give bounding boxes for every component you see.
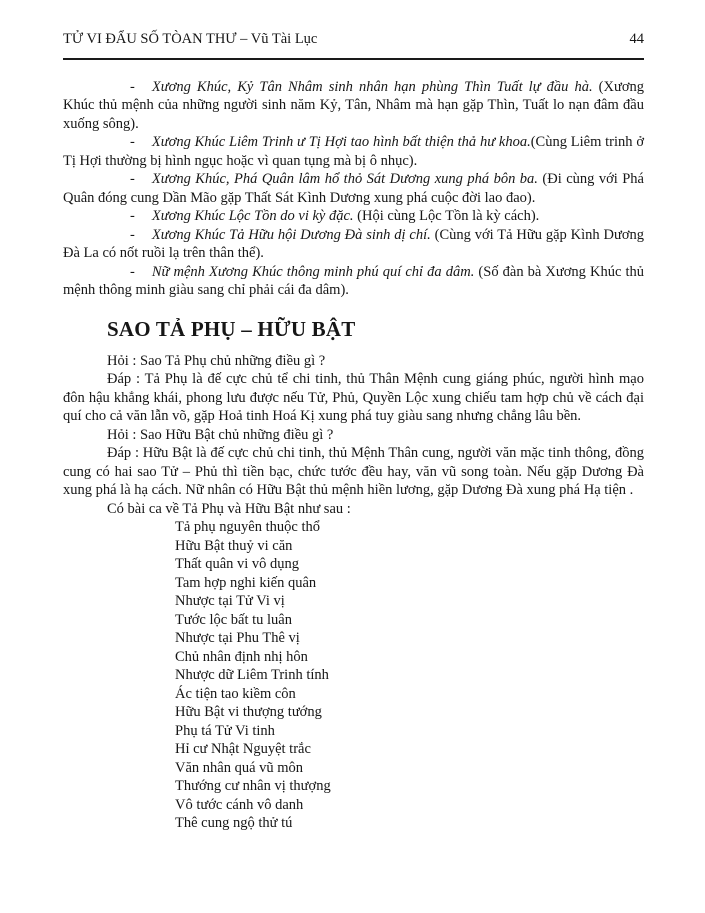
verse-line: Hữu Bật vi thượng tướng [175,704,322,720]
bullet-lead: Xương Khúc Lộc Tồn do vi kỳ đặc. [151,208,354,224]
bullet-item [63,170,644,207]
page-header [63,30,644,49]
bullet-lead: Xương Khúc Tả Hữu hội Dương Đà sinh dị chí. [151,226,431,243]
bullet-dash: - [130,263,135,280]
bullet-dash: - [130,134,135,150]
bullet-lead: Xương Khúc, Phá Quân lâm hổ thỏ Sát Dương xung phá bôn ba. [151,171,538,187]
page-body [63,78,644,833]
bullet-lead: Xương Khúc Liêm Trinh ư Tị Hợi tao hình bất thiện thả hư khoa. [151,134,531,150]
question-line: Hỏi : Sao Hữu Bật chủ những điều gì ? [107,426,334,443]
bullet-rest: (Cùng Liêm trinh ở Tị Hợi thường bị hình ngục hoặc vì quan tụng mà bị ô nhục). [63,134,644,169]
book-title: TỬ VI ĐẨU SỐ TÒAN THƯ – Vũ Tài Lục [63,31,318,47]
verse-line: Vô tước cánh vô danh [175,796,304,813]
header-rule [63,58,644,60]
bullet-rest: (Xương Khúc thủ mệnh của những người sinh năm Kỷ, Tân, Nhâm mà hạn gặp Thìn, Tuất lo nạn đâm đầu xuống sông). [63,78,645,132]
section-heading: SAO TẢ PHỤ – HỮU BẬT [107,316,356,341]
verse-line: Nhược dữ Liêm Trinh tính [175,667,329,683]
verse-block [175,518,644,833]
verse-line: Nhược tại Phu Thê vị [175,630,300,646]
answer-paragraph: Đáp : Hữu Bật là đế cực chủ chi tinh, thủ Mệnh Thân cung, người văn mặc tinh thông, đồng cung có hai sao Tử – Phủ thì tiền bạc, chức tước đều hay, văn vũ song toàn. Nếu gặp Dương Đà xung phá là hạ cách. Nữ nhân có Hữu Bật thủ mệnh hiền lương, gặp Dương Đà xung phá Hạ tiện . [63,445,644,498]
verse-line: Phụ tá Tử Vi tinh [175,722,275,739]
answer-paragraph: Đáp : Tả Phụ là đế cực chủ tể chi tinh, thủ Thân Mệnh cung giáng phúc, người hình mạo đôn hậu khẳng khái, phong lưu được nếu Tử, Phủ, Quyền Lộc xung chiếu tam hợp chủ về cách đại quí cho cả văn lẫn võ, gặp Hoả tinh Hoá Kị xung phá tuy giàu sang nhưng chẳng lâu bền. [63,371,644,424]
bullet-rest: (Cùng với Tả Hữu gặp Kình Dương Đà La có nốt ruồi lạ trên thân thể). [63,226,644,261]
bullet-item [63,226,644,263]
verse-line: Hữu Bật thuỷ vi căn [175,537,293,554]
bullet-dash: - [130,208,135,224]
bullet-item [63,133,644,170]
verse-line: Thướng cư nhân vị thượng [175,778,331,794]
bullet-item [63,207,644,226]
bullet-dash: - [130,226,135,243]
page-number: 44 [629,31,644,47]
verse-line: Thê cung ngộ thử tú [175,815,293,831]
bullet-item [63,263,644,300]
verse-line: Tam hợp nghi kiến quân [175,574,317,591]
verse-line: Thất quân vi vô dụng [175,556,300,572]
bullet-item [63,78,644,134]
verse-line: Chủ nhân định nhị hôn [175,648,308,665]
bullet-lead: Xương Khúc, Kỷ Tân Nhâm sinh nhân hạn phùng Thìn Tuất lự đầu hà. [151,78,593,95]
question-line: Hỏi : Sao Tả Phụ chủ những điều gì ? [107,352,326,369]
verse-line: Nhược tại Tử Vi vị [175,593,285,609]
verse-line: Hỉ cư Nhật Nguyệt trắc [175,741,311,757]
bullet-dash: - [130,171,135,187]
bullet-rest: (Số đàn bà Xương Khúc thủ mệnh thông minh giàu sang chỉ phải cái đa dâm). [63,263,645,298]
verse-line: Văn nhân quá vũ môn [175,759,304,776]
bullet-dash: - [130,78,135,95]
bullet-lead: Nữ mệnh Xương Khúc thông minh phú quí chỉ đa dâm. [151,263,475,280]
verse-line: Ác tiện tao kiềm côn [175,685,296,702]
bullet-rest: (Đi cùng với Phá Quân đóng cung Dần Mão gặp Thất Sát Kình Dương xung phá cuộc đời lao đao). [63,171,644,206]
verse-intro: Có bài ca về Tả Phụ và Hữu Bật như sau : [107,500,351,517]
verse-line: Tước lộc bất tu luân [175,611,292,628]
bullet-rest: (Hội cùng Lộc Tồn là kỳ cách). [353,208,540,224]
verse-line: Tả phụ nguyên thuộc thổ [175,519,320,535]
